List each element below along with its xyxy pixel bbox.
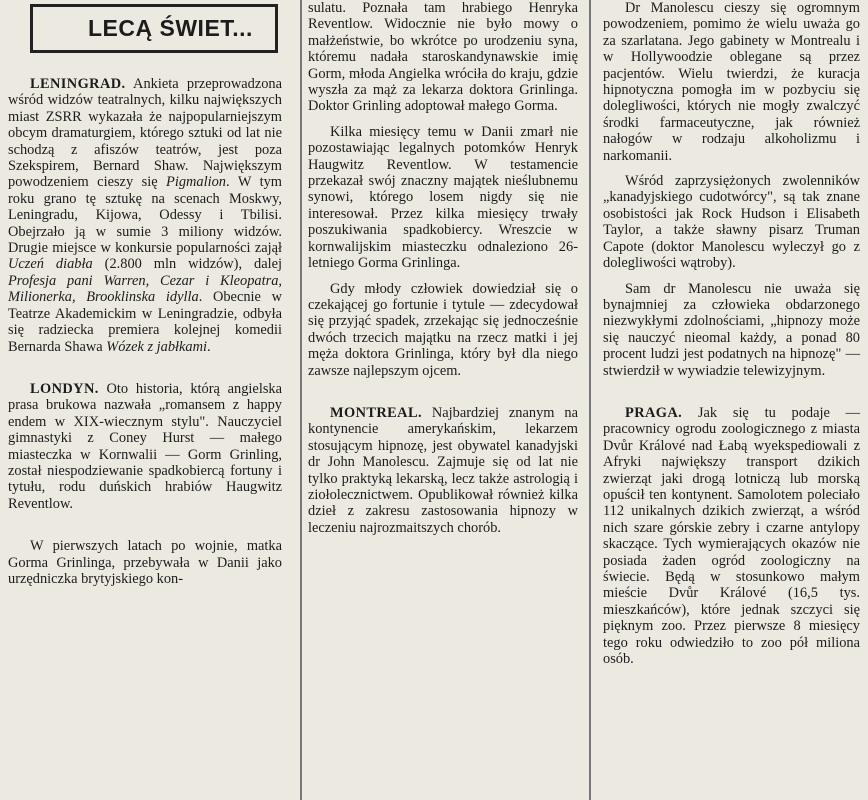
article-leningrad: LENINGRAD. Ankieta przeprowadzona wśród widzów teatralnych, kilku największych miast ZSRR wykazała że najpopularniejszym obcym dramaturgiem, którego sztuki od lat nie schodzą z afiszów teatrów, jest poza Szekspirem, Bernard Shaw. Największym powodzeniem cieszy się Pigmalion. W tym roku grano tę sztukę na scenach Moskwy, Leningradu, Kijowa, Odessy i Tbilisi. Obejrzało ją w sumie 3 miliony widzów. Drugie miejsce w konkursie popularności zajął Uczeń diabła (2.800 mln widzów), dalej Profesja pani Warren, Cezar i Kleopatra, Milionerka, Brooklinska idylla. Obecnie w Teatrze Akademickim w Leningradzie, odbyła się radziecka premiera kolejnej komedii Bernarda Shawa Wózek z jabłkami. <box>8 76 282 355</box>
headline-box <box>30 4 278 53</box>
article-praga: PRAGA. Jak się tu podaje — pracownicy ogrodu zoologicznego z miasta Dvůr Králové nad Łabą wyekspediowali z Afryki największy transport dzikich zwierząt jaki drogą lotniczą lub morską opuścił ten kontynent. Samolotem poleciało 112 unikalnych dzikich zwierząt, a wśród nich szare górskie zebry i czarne antylopy skaczące. Tych wymierających okazów nie posiada żaden ogród zoologiczny na świecie. Będą w stosunkowo małym mieście Dvůr Králové (16,5 tys. mieszkańców), które jednak szczyci się pięknym zoo. Przez pierwsze 8 miesięcy tego roku odwiedziło to zoo pół miliona osób. <box>603 404 860 668</box>
paragraph: sulatu. Poznała tam hrabiego Henryka Reventlow. Widocznie nie było mowy o małżeństwie, bo wkrótce po urodzeniu syna, któremu nadała staroskandynawskie imię Gorm, młoda Angielka wróciła do kraju, gdzie wyszła za mąż za lekarza doktora Grinlinga. Doktor Grinling adoptował małego Gorma. <box>308 0 578 115</box>
paragraph: Wśród zaprzysiężonych zwolenników „kanadyjskiego cudotwórcy", są tak znane osobistości jak Rock Hudson i Elisabeth Taylor, a także sławny pisarz Truman Capote (doktor Manolescu wyleczył go z dolegliwości wątroby). <box>603 173 860 272</box>
headline: LECĄ ŚWIET... <box>88 15 253 42</box>
dateline-montreal: MONTREAL. <box>330 404 422 421</box>
column-2 <box>300 0 586 800</box>
column-3 <box>589 0 868 800</box>
dateline-londyn: LONDYN. <box>30 380 99 397</box>
paragraph: Kilka miesięcy temu w Danii zmarł nie pozostawiając legalnych potomków Henryk Haugwitz Reventlow. W testamencie przekazał swój znaczny majątek nieślubnemu synowi, którego losem nigdy się nie interesował. Przez kilka miesięcy trwały poszukiwania spadkobiercy. Wreszcie w kornwalijskim miasteczku odnaleziono 26-letniego Gorma Grinlinga. <box>308 123 578 272</box>
dateline-praga: PRAGA. <box>625 404 683 421</box>
article-montreal: MONTREAL. Najbardziej znanym na kontynencie amerykańskim, lekarzem stosującym hipnozę, jest obywatel kanadyjski dr John Manolescu. Zajmuje się od lat nie tylko praktyką lekarską, lecz także astrologią i ziołolecznictwem. Opublikował również kilka dzieł z zakresu zastosowania hipnozy w leczeniu najrozmaitszych chorób. <box>308 404 578 536</box>
paragraph: W pierwszych latach po wojnie, matka Gorma Grinlinga, przebywała w Danii jako urzędniczka brytyjskiego kon- <box>8 538 282 587</box>
paragraph: Sam dr Manolescu nie uważa się bynajmniej za człowieka obdarzonego niezwykłymi zdolnościami, „hipnozy może się nauczyć nieomal każdy, a ponad 80 procent ludzi jest podatnych na hipnozę" — stwierdził w wywiadzie telewizyjnym. <box>603 280 860 379</box>
dateline-leningrad: LENINGRAD. <box>30 76 126 92</box>
paragraph: Gdy młody człowiek dowiedział się o czekającej go fortunie i tytule — zdecydował się przyjąć spadek, zrzekając się jednocześnie dwóch trzecich majątku na rzecz matki i jej męża doktora Grinlinga, który był dla niego zawsze najlepszym ojcem. <box>308 280 578 379</box>
article-londyn: LONDYN. Oto historia, którą angielska prasa brukowa nazwała „romansem z happy endem w XIX-wiecznym stylu". Nauczyciel gimnastyki z Coney Hurst — małego miasteczka w Kornwalii — Gorm Grinling, został niespodziewanie spadkobiercą fortuny i tytułu, rodu duńskich hrabiów Haugwitz Reventlow. <box>8 380 282 512</box>
column-1 <box>8 0 288 800</box>
paragraph: Dr Manolescu cieszy się ogromnym powodzeniem, pomimo że wielu uważa go za szarlatana. Jego gabinety w Montrealu i w Hollywoodzie oblegane są przez pacjentów. Wielu twierdzi, że kuracja hipnotyczna pomogła im w pozbyciu się dolegliwości, których nie mogły zwalczyć środki farmaceutyczne, jak również nałogów w rodzaju alkoholizmu i narkomanii. <box>603 0 860 164</box>
